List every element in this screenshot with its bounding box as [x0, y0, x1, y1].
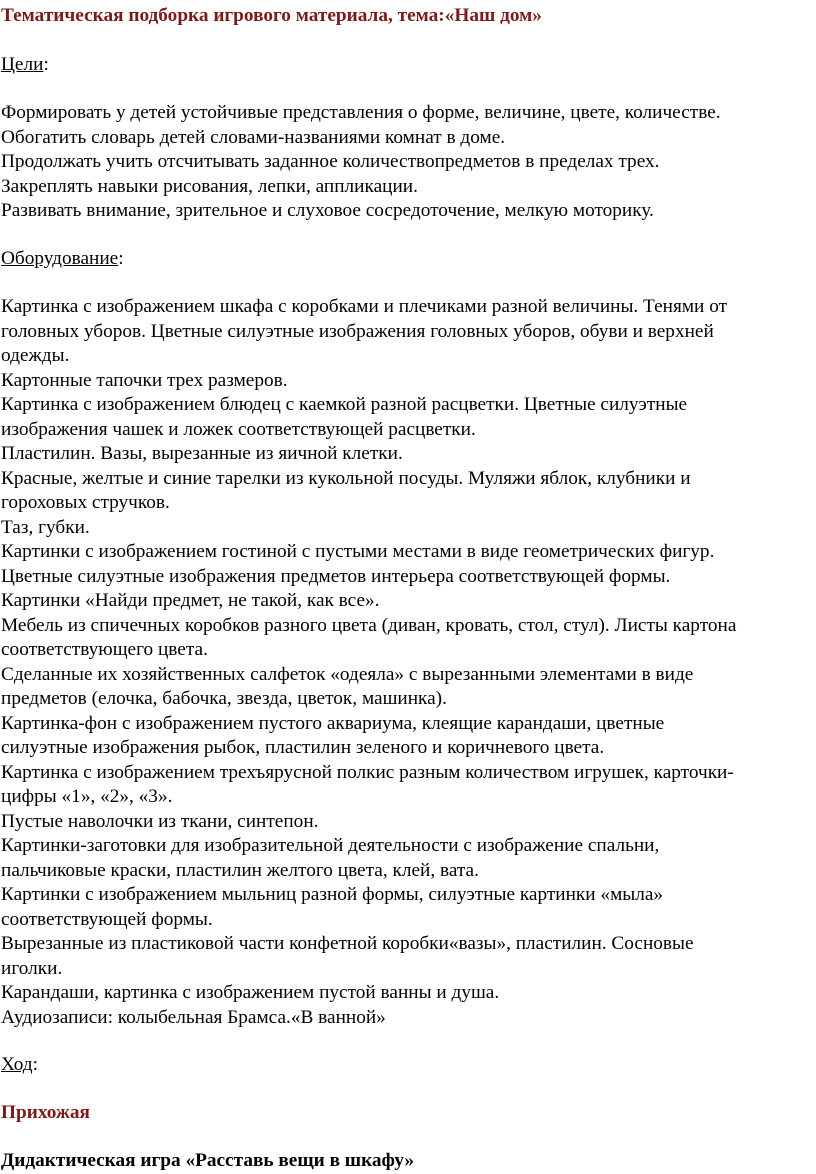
equipment-line: силуэтные изображения рыбок, пластилин зеленого и коричневого цвета. [1, 737, 605, 758]
equipment-line: цифры «1», «2», «3». [1, 786, 173, 807]
goal-line: Закреплять навыки рисования, лепки, аппликации. [1, 175, 418, 197]
document-title: Тематическая подборка игрового материала, тема:«Наш дом» [1, 5, 542, 26]
equipment-heading: Оборудование [1, 248, 119, 269]
equipment-line: Таз, губки. [1, 516, 90, 538]
goals-heading-row [1, 53, 49, 78]
equipment-line: соответствующего цвета. [1, 639, 208, 660]
equipment-line: одежды. [1, 345, 70, 366]
procedure-heading-row [1, 1053, 38, 1078]
equipment-line: головных уборов. Цветные силуэтные изображения головных уборов, обуви и верхней [1, 320, 714, 342]
equipment-line: пальчиковые краски, пластилин желтого цвета, клей, вата. [1, 859, 479, 881]
equipment-line: Аудиозаписи: колыбельная Брамса.«В ванной» [1, 1006, 386, 1028]
equipment-line: иголки. [1, 957, 63, 979]
equipment-line: Картинки-заготовки для изобразительной деятельности с изображение спальни, [1, 835, 660, 856]
equipment-line: Картинка с изображением трехъярусной полкис разным количеством игрушек, карточки- [1, 761, 734, 783]
equipment-line: Картинка с изображением блюдец с каемкой разной расцветки. Цветные силуэтные [1, 394, 688, 415]
equipment-line: Цветные силуэтные изображения предметов интерьера соответствующей формы. [1, 565, 671, 587]
equipment-line: Мебель из спичечных коробков разного цвета (диван, кровать, стол, стул). Листы картона [1, 614, 737, 636]
equipment-line: Картонные тапочки трех размеров. [1, 369, 288, 391]
equipment-line: Пустые наволочки из ткани, синтепон. [1, 810, 319, 832]
equipment-line: Сделанные их хозяйственных салфеток «одеяла» с вырезанными элементами в виде [1, 663, 694, 685]
equipment-line: Картинки с изображением мыльниц разной формы, силуэтные картинки «мыла» [1, 884, 664, 905]
equipment-heading-row [1, 247, 124, 272]
equipment-line: Красные, желтые и синие тарелки из кукольной посуды. Муляжи яблок, клубники и [1, 467, 691, 489]
procedure-heading-colon: : [32, 1054, 38, 1075]
game-title: Дидактическая игра «Расставь вещи в шкафу» [1, 1150, 415, 1171]
goal-line: Обогатить словарь детей словами-названиями комнат в доме. [1, 126, 506, 148]
equipment-line: Вырезанные из пластиковой части конфетной коробки«вазы», пластилин. Сосновые [1, 933, 694, 954]
equipment-line: изображения чашек и ложек соответствующей расцветки. [1, 418, 476, 440]
goals-heading: Цели [1, 54, 44, 75]
goal-line: Продолжать учить отсчитывать заданное количествопредметов в пределах трех. [1, 151, 660, 172]
equipment-line: Картинка-фон с изображением пустого аквариума, клеящие карандаши, цветные [1, 712, 665, 734]
equipment-line: Пластилин. Вазы, вырезанные из яичной клетки. [1, 443, 403, 464]
equipment-line: Картинки с изображением гостиной с пустыми местами в виде геометрических фигур. [1, 541, 715, 562]
equipment-line: соответствующей формы. [1, 908, 213, 930]
equipment-line: Карандаши, картинка с изображением пустой ванны и душа. [1, 982, 500, 1003]
equipment-line: предметов (елочка, бабочка, звезда, цветок, машинка). [1, 688, 447, 709]
procedure-heading: Ход [1, 1054, 33, 1075]
equipment-heading-colon: : [118, 248, 124, 269]
equipment-line: Картинки «Найди предмет, не такой, как все». [1, 590, 380, 611]
section-heading: Прихожая [1, 1102, 90, 1123]
goal-line: Формировать у детей устойчивые представления о форме, величине, цвете, количестве. [1, 102, 721, 123]
goals-heading-colon: : [43, 54, 49, 75]
goal-line: Развивать внимание, зрительное и слуховое сосредоточение, мелкую моторику. [1, 200, 654, 221]
equipment-line: Картинка с изображением шкафа с коробками и плечиками разной величины. Тенями от [1, 296, 728, 317]
equipment-line: гороховых стручков. [1, 492, 170, 513]
